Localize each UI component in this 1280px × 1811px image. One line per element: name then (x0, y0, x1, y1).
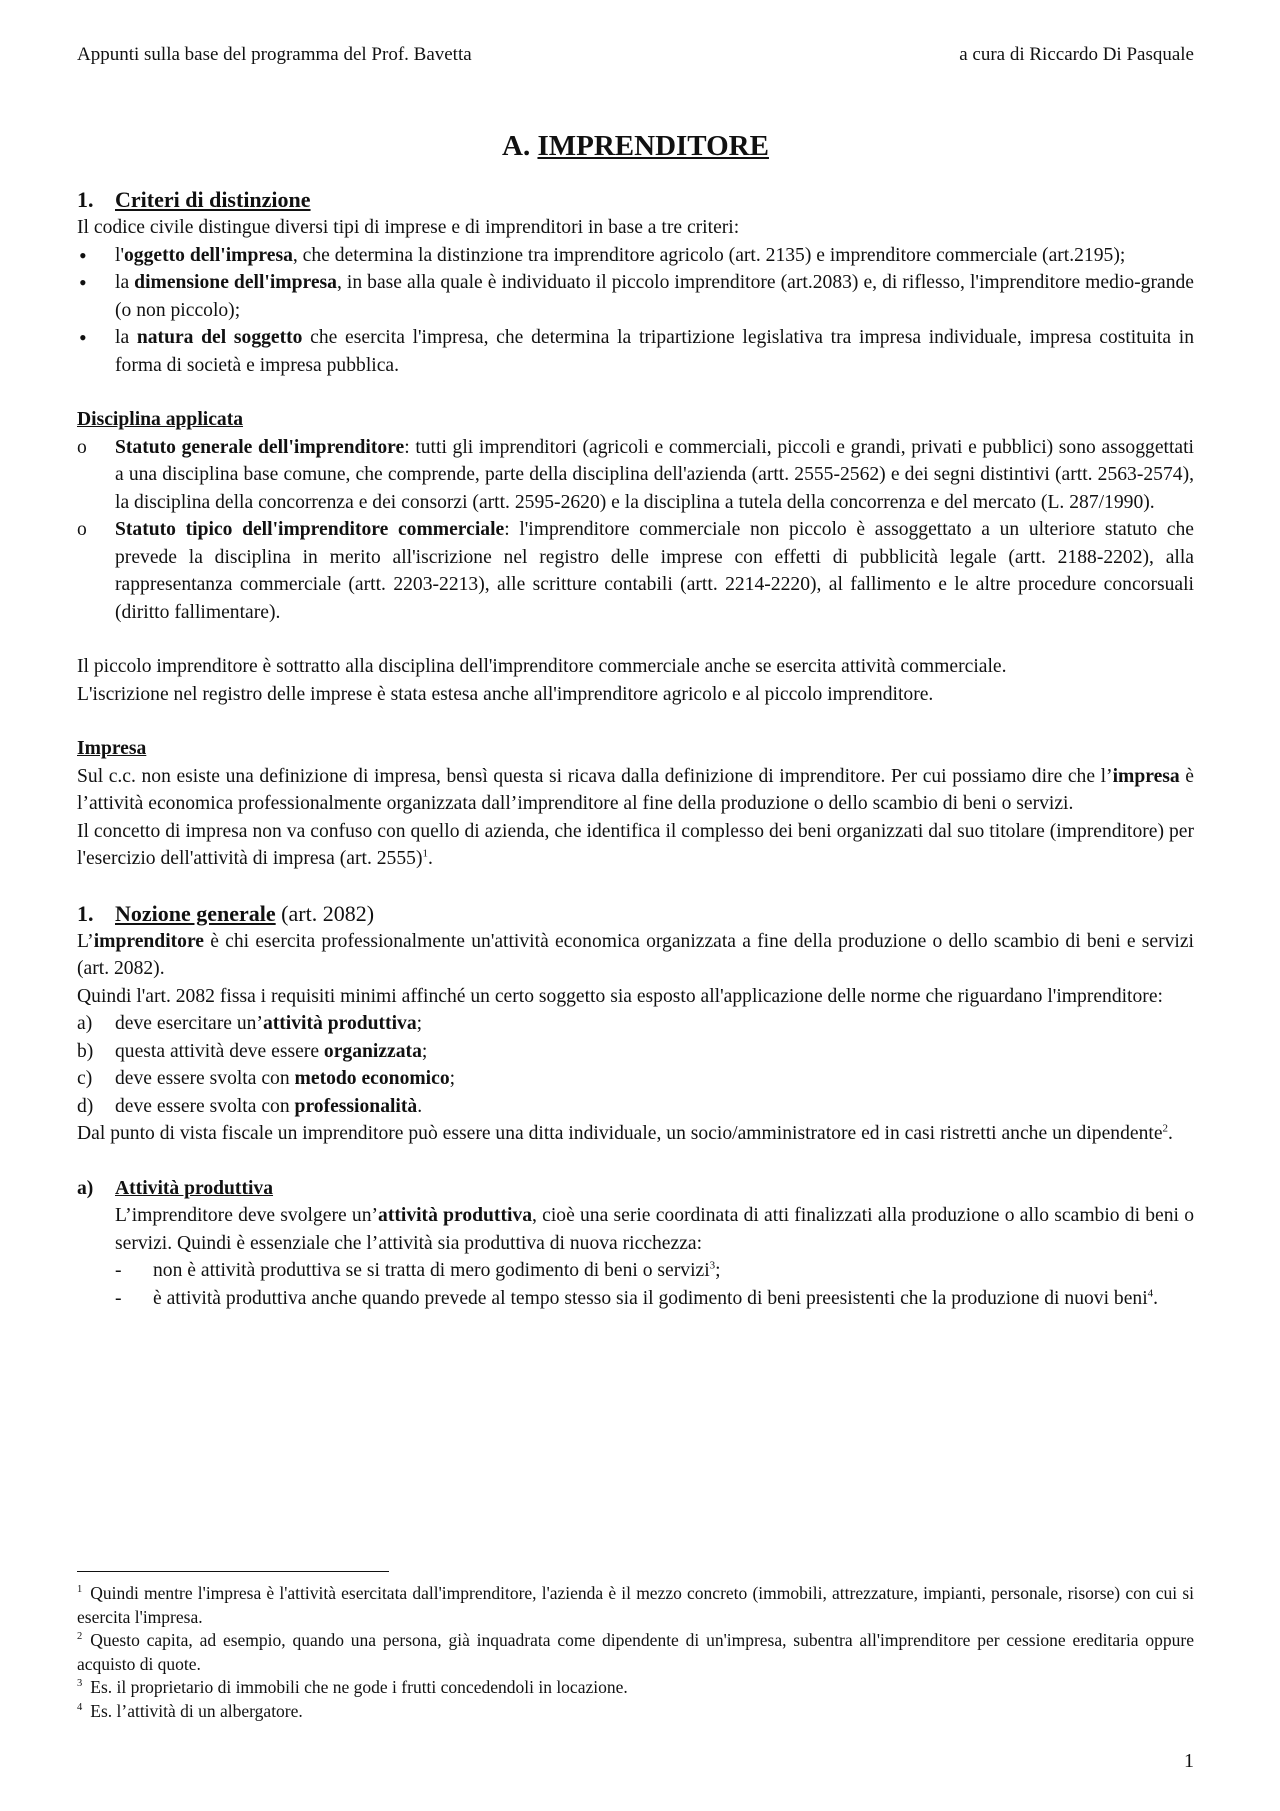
list-item: • la natura del soggetto che esercita l'impresa, che determina la tripartizione legislativa tra impresa individuale, impresa costituita in forma di società e impresa pubblica. (77, 324, 1194, 379)
footnote-ref: 1 (422, 847, 428, 860)
list-item: - non è attività produttiva se si tratta di mero godimento di beni o servizi$^3$; (115, 1257, 1194, 1285)
paragraph: L'iscrizione nel registro delle imprese è stata estesa anche all'imprenditore agricolo e al piccolo imprenditore. (77, 683, 934, 705)
footnote-ref: 4 (1147, 1286, 1154, 1299)
footnote: $^4$ Es. l’attività di un albergatore. (77, 1700, 303, 1721)
subheading-impresa: Impresa (77, 738, 147, 759)
header-left: Appunti sulla base del programma del Prof. Bavetta (77, 44, 472, 65)
section-intro: Il codice civile distingue diversi tipi di imprese e di imprenditori in base a tre criteri: (77, 217, 740, 238)
footnote: $^2$ Questo capita, ad esempio, quando una persona, già inquadrata come dipendente di un'impresa, subentra all'imprenditore per cessione ereditaria oppure acquisto di quote. (77, 1630, 1194, 1674)
dash-icon: - (115, 1287, 122, 1309)
footnote-ref: 2 (1162, 1122, 1169, 1135)
bullet-icon (77, 269, 115, 299)
list-item: b) questa attività deve essere organizzata; (77, 1040, 428, 1062)
dash-icon: - (115, 1260, 122, 1281)
dash-list (115, 1257, 1194, 1312)
header-right: a cura di Riccardo Di Pasquale (959, 44, 1194, 65)
list-item: - è attività produttiva anche quando prevede al tempo stesso sia il godimento di beni preesistenti che la produzione di nuovi beni$^4$. (115, 1285, 1194, 1313)
bullet-icon (77, 324, 115, 354)
page-header (77, 44, 1194, 66)
list-item: • la dimensione dell'impresa, in base alla quale è individuato il piccolo imprenditore (art.2083) e, di riflesso, l'imprenditore medio-grande (o non piccolo); (77, 269, 1194, 324)
subsection-attivita (77, 1175, 1194, 1203)
list-item: o Statuto tipico dell'imprenditore commerciale: l'imprenditore commerciale non piccolo è assoggettato a un ulteriore statuto che prevede la disciplina in merito all'iscrizione nel registro delle imprese con effetti di pubblicità legale (artt. 2188-2202), alla rappresentanza commerciale (artt. 2203-2213), alle scritture contabili (artt. 2214-2220), al fallimento e le altre procedure concorsuali (diritto fallimentare). (77, 516, 1194, 626)
subheading-disciplina: Disciplina applicata (77, 409, 244, 430)
disciplina-list (77, 434, 1194, 627)
criteria-list (77, 242, 1194, 380)
footnote-ref: 3 (709, 1259, 716, 1272)
footnotes (77, 1582, 1194, 1723)
paragraph: Quindi l'art. 2082 fissa i requisiti minimi affinché un certo soggetto sia esposto all'applicazione delle norme che riguardano l'imprenditore: (77, 985, 1163, 1007)
paragraph: L’imprenditore è chi esercita professionalmente un'attività economica organizzata a fine della produzione o dello scambio di beni e servizi (art. 2082). (77, 930, 1194, 979)
paragraph: Il concetto di impresa non va confuso con quello di azienda, che identifica il complesso dei beni organizzati dal suo titolare (imprenditore) per l'esercizio dell'attività di impresa (art. 2555)$^1$. (77, 820, 1194, 869)
paragraph: L’imprenditore deve svolgere un’attività produttiva, cioè una serie coordinata di atti finalizzati alla produzione o allo scambio di beni o servizi. Quindi è essenziale che l’attività sia produttiva di nuova ricchezza: (115, 1205, 1195, 1254)
paragraph: Il piccolo imprenditore è sottratto alla disciplina dell'imprenditore commerciale anche se esercita attività commerciale. (77, 656, 1007, 677)
page-title: A. IMPRENDITORE (502, 130, 769, 162)
list-item: a) deve esercitare un’attività produttiva; (77, 1013, 423, 1034)
paragraph: Sul c.c. non esiste una definizione di impresa, bensì questa si ricava dalla definizione di imprenditore. Per cui possiamo dire che l’impresa è l’attività economica professionalmente organizzata dall’imprenditore al fine della produzione o dello scambio di beni o servizi. (77, 765, 1194, 814)
bullet-icon (77, 242, 115, 272)
list-item: o Statuto generale dell'imprenditore: tutti gli imprenditori (agricoli e commerciali, piccoli e grandi, privati e pubblici) sono assoggettati a una disciplina base comune, che comprende, parte della disciplina dell'azienda (artt. 2555-2562) e dei segni distintivi (artt. 2563-2574), la disciplina della concorrenza e dei consorzi (artt. 2595-2620) e la disciplina a tutela della concorrenza e del mercato (L. 287/1990). (77, 434, 1194, 517)
list-item: d) deve essere svolta con professionalità. (77, 1095, 423, 1117)
footnote: $^1$ Quindi mentre l'impresa è l'attività esercitata dall'imprenditore, l'azienda è il mezzo concreto (immobili, attrezzature, impianti, personale, risorse) con cui si esercita l'impresa. (77, 1583, 1194, 1627)
section-heading-criteri: 1. Criteri di distinzione (77, 187, 311, 212)
list-item: • l'oggetto dell'impresa, che determina la distinzione tra imprenditore agricolo (art. 2135) e imprenditore commerciale (art.2195); (77, 242, 1194, 270)
paragraph: Dal punto di vista fiscale un imprenditore può essere una ditta individuale, un socio/amministratore ed in casi ristretti anche un dipendente$^2$. (77, 1122, 1173, 1144)
circle-bullet-icon: o (77, 519, 87, 540)
subsection-heading: a) Attività produttiva (77, 1177, 274, 1199)
section-heading-nozione: 1. Nozione generale (art. 2082) (77, 900, 375, 926)
page-content (77, 126, 1194, 1312)
footnote-separator (77, 1571, 389, 1572)
list-item: c) deve essere svolta con metodo economico; (77, 1068, 456, 1089)
footnote: $^3$ Es. il proprietario di immobili che ne gode i frutti concedendoli in locazione. (77, 1677, 628, 1697)
page-number: 1 (1184, 1750, 1194, 1772)
requirements-list (77, 1010, 1194, 1120)
circle-bullet-icon: o (77, 436, 87, 458)
